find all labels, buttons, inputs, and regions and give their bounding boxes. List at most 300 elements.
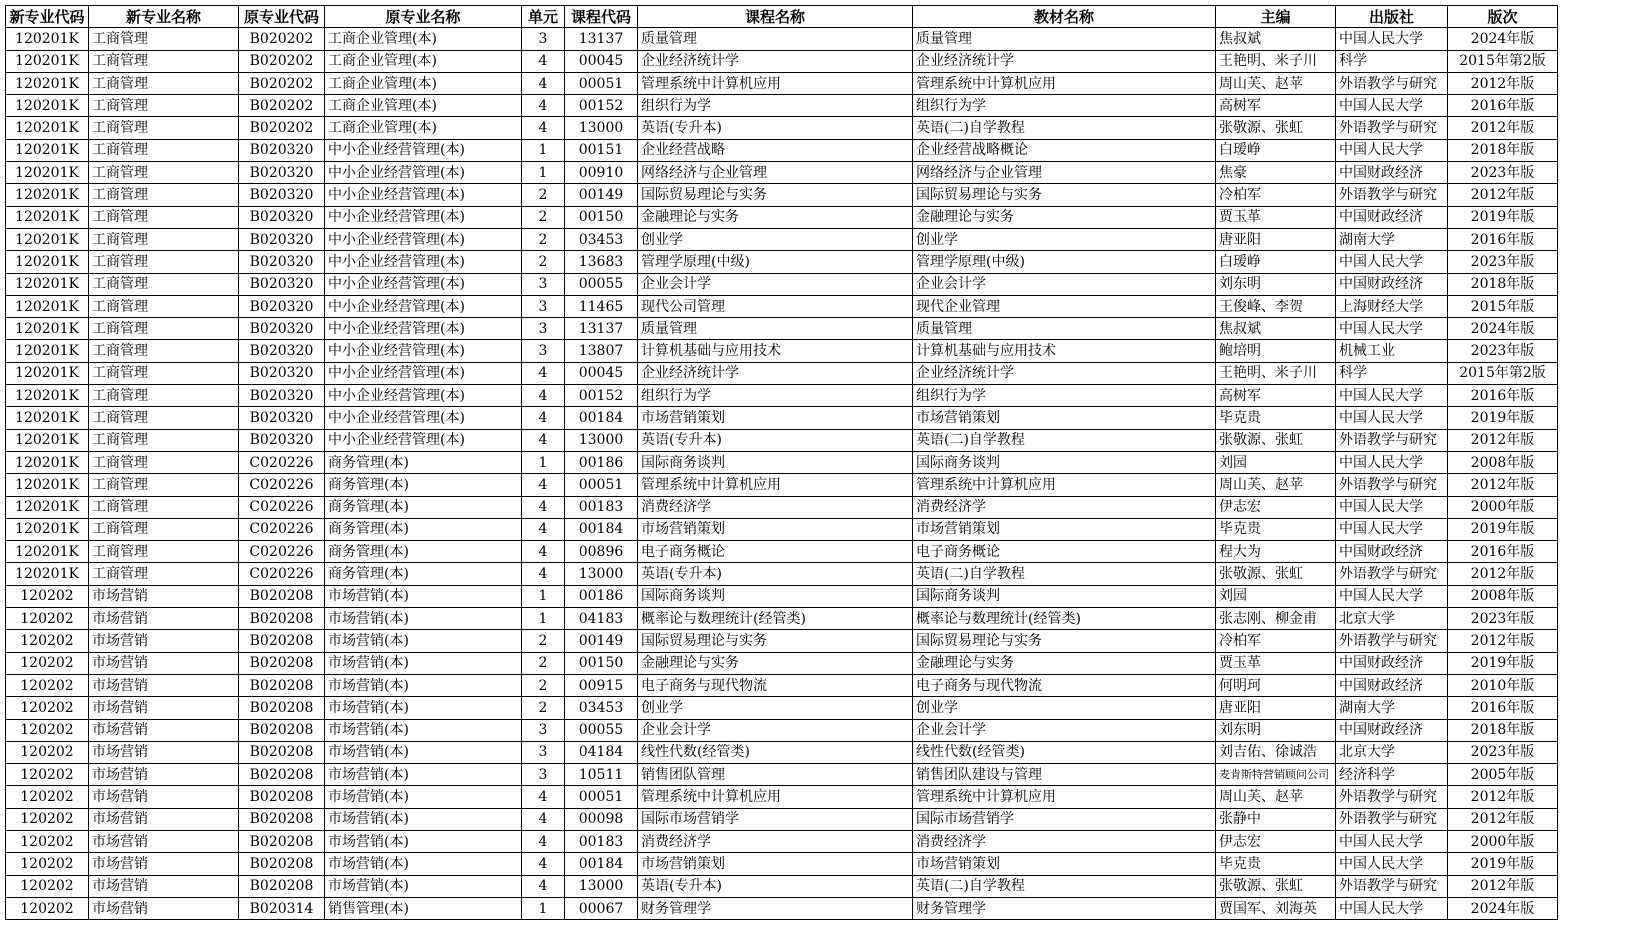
cell-new-code: 120201K (6, 50, 89, 72)
table-body (6, 28, 1558, 920)
table-row (6, 362, 1558, 384)
cell-course-name: 市场营销策划 (638, 407, 913, 429)
cell-old-code: B020208 (239, 630, 325, 652)
cell-unit: 3 (522, 318, 565, 340)
cell-old-name: 市场营销(本) (325, 741, 522, 763)
cell-course-name: 国际贸易理论与实务 (638, 184, 913, 206)
cell-old-name: 中小企业经营管理(本) (325, 251, 522, 273)
cell-editor: 白瑷峥 (1216, 139, 1336, 161)
cell-textbook-name: 线性代数(经管类) (913, 741, 1216, 763)
cell-edition: 2015年第2版 (1448, 50, 1558, 72)
cell-new-code: 120201K (6, 28, 89, 50)
cell-course-name: 创业学 (638, 697, 913, 719)
column-header-course-code: 课程代码 (565, 6, 638, 28)
table-row (6, 496, 1558, 518)
cell-new-code: 120201K (6, 117, 89, 139)
cell-textbook-name: 电子商务与现代物流 (913, 674, 1216, 696)
column-header-textbook-name: 教材名称 (913, 6, 1216, 28)
cell-publisher: 中国人民大学 (1336, 95, 1448, 117)
table-row (6, 340, 1558, 362)
cell-course-code: 00055 (565, 719, 638, 741)
cell-course-code: 00184 (565, 518, 638, 540)
cell-edition: 2000年版 (1448, 496, 1558, 518)
cell-new-name: 工商管理 (89, 318, 239, 340)
cell-new-code: 120201K (6, 206, 89, 228)
table-row (6, 451, 1558, 473)
cell-unit: 1 (522, 139, 565, 161)
cell-publisher: 中国人民大学 (1336, 407, 1448, 429)
cell-editor: 焦叔斌 (1216, 28, 1336, 50)
cell-publisher: 科学 (1336, 362, 1448, 384)
cell-unit: 4 (522, 496, 565, 518)
cell-new-name: 工商管理 (89, 407, 239, 429)
cell-unit: 2 (522, 630, 565, 652)
cell-new-name: 市场营销 (89, 808, 239, 830)
cell-editor: 刘吉佑、徐诚浩 (1216, 741, 1336, 763)
cell-edition: 2005年版 (1448, 764, 1558, 786)
cell-old-code: B020320 (239, 162, 325, 184)
cell-textbook-name: 国际市场营销学 (913, 808, 1216, 830)
cell-new-code: 120202 (6, 764, 89, 786)
cell-course-code: 13000 (565, 117, 638, 139)
cell-unit: 4 (522, 72, 565, 94)
cell-old-code: B020320 (239, 318, 325, 340)
cell-textbook-name: 消费经济学 (913, 830, 1216, 852)
cell-old-name: 中小企业经营管理(本) (325, 318, 522, 340)
cell-course-code: 00152 (565, 385, 638, 407)
cell-editor: 鲍培明 (1216, 340, 1336, 362)
cell-old-name: 市场营销(本) (325, 608, 522, 630)
cell-new-name: 工商管理 (89, 474, 239, 496)
cell-course-code: 00151 (565, 139, 638, 161)
cell-old-name: 中小企业经营管理(本) (325, 362, 522, 384)
cell-edition: 2012年版 (1448, 786, 1558, 808)
table-row (6, 95, 1558, 117)
table-row (6, 541, 1558, 563)
cell-unit: 4 (522, 875, 565, 897)
cell-new-name: 工商管理 (89, 184, 239, 206)
cell-edition: 2019年版 (1448, 652, 1558, 674)
cell-old-name: 市场营销(本) (325, 830, 522, 852)
cell-editor: 唐亚阳 (1216, 228, 1336, 250)
cell-edition: 2016年版 (1448, 541, 1558, 563)
cell-course-code: 03453 (565, 697, 638, 719)
cell-old-code: C020226 (239, 451, 325, 473)
cell-publisher: 中国人民大学 (1336, 830, 1448, 852)
cell-edition: 2024年版 (1448, 318, 1558, 340)
cell-course-name: 质量管理 (638, 28, 913, 50)
cell-new-name: 工商管理 (89, 206, 239, 228)
cell-course-name: 英语(专升本) (638, 563, 913, 585)
cell-old-code: B020320 (239, 273, 325, 295)
cell-old-code: B020202 (239, 95, 325, 117)
cell-old-code: B020320 (239, 184, 325, 206)
cell-textbook-name: 质量管理 (913, 28, 1216, 50)
cell-old-code: C020226 (239, 541, 325, 563)
cell-new-name: 市场营销 (89, 853, 239, 875)
cell-new-name: 市场营销 (89, 764, 239, 786)
cell-old-code: B020320 (239, 362, 325, 384)
cell-publisher: 机械工业 (1336, 340, 1448, 362)
cell-new-code: 120201K (6, 407, 89, 429)
table-row (6, 875, 1558, 897)
table-row (6, 251, 1558, 273)
cell-textbook-name: 组织行为学 (913, 95, 1216, 117)
cell-course-name: 线性代数(经管类) (638, 741, 913, 763)
cell-textbook-name: 创业学 (913, 228, 1216, 250)
cell-new-code: 120201K (6, 162, 89, 184)
cell-new-code: 120201K (6, 318, 89, 340)
cell-edition: 2012年版 (1448, 429, 1558, 451)
column-header-editor: 主编 (1216, 6, 1336, 28)
cell-course-code: 13000 (565, 875, 638, 897)
cell-course-code: 11465 (565, 295, 638, 317)
cell-editor: 王俊峰、李贺 (1216, 295, 1336, 317)
cell-textbook-name: 网络经济与企业管理 (913, 162, 1216, 184)
cell-course-name: 电子商务概论 (638, 541, 913, 563)
cell-unit: 4 (522, 563, 565, 585)
cell-editor: 张敬源、张虹 (1216, 429, 1336, 451)
cell-old-name: 中小企业经营管理(本) (325, 295, 522, 317)
cell-new-name: 工商管理 (89, 228, 239, 250)
cell-course-code: 00051 (565, 474, 638, 496)
cell-editor: 高树军 (1216, 95, 1336, 117)
cell-old-name: 市场营销(本) (325, 630, 522, 652)
cell-editor: 刘园 (1216, 451, 1336, 473)
table-row (6, 608, 1558, 630)
cell-old-code: B020320 (239, 340, 325, 362)
cell-edition: 2016年版 (1448, 95, 1558, 117)
column-header-new-code: 新专业代码 (6, 6, 89, 28)
table-row (6, 429, 1558, 451)
cell-publisher: 中国财政经济 (1336, 206, 1448, 228)
cell-editor: 刘东明 (1216, 719, 1336, 741)
cell-old-code: B020314 (239, 897, 325, 919)
cell-unit: 4 (522, 830, 565, 852)
cell-publisher: 中国人民大学 (1336, 318, 1448, 340)
cell-course-name: 组织行为学 (638, 385, 913, 407)
cell-textbook-name: 英语(二)自学教程 (913, 429, 1216, 451)
cell-textbook-name: 现代企业管理 (913, 295, 1216, 317)
cell-editor: 伊志宏 (1216, 496, 1336, 518)
cell-editor: 程大为 (1216, 541, 1336, 563)
cell-course-name: 现代公司管理 (638, 295, 913, 317)
cell-new-name: 工商管理 (89, 518, 239, 540)
table-row (6, 162, 1558, 184)
cell-old-code: B020208 (239, 585, 325, 607)
cell-course-name: 网络经济与企业管理 (638, 162, 913, 184)
cell-new-name: 工商管理 (89, 496, 239, 518)
table-row (6, 741, 1558, 763)
cell-textbook-name: 管理系统中计算机应用 (913, 474, 1216, 496)
cell-edition: 2023年版 (1448, 340, 1558, 362)
cell-new-name: 工商管理 (89, 385, 239, 407)
cell-publisher: 中国财政经济 (1336, 162, 1448, 184)
cell-new-code: 120201K (6, 228, 89, 250)
cell-publisher: 外语教学与研究 (1336, 563, 1448, 585)
cell-publisher: 外语教学与研究 (1336, 875, 1448, 897)
cell-old-code: C020226 (239, 496, 325, 518)
cell-new-name: 工商管理 (89, 429, 239, 451)
cell-old-code: B020208 (239, 719, 325, 741)
cell-old-name: 中小企业经营管理(本) (325, 407, 522, 429)
cell-new-code: 120202 (6, 830, 89, 852)
cell-old-name: 中小企业经营管理(本) (325, 429, 522, 451)
cell-course-name: 金融理论与实务 (638, 652, 913, 674)
cell-old-code: C020226 (239, 474, 325, 496)
cell-course-name: 质量管理 (638, 318, 913, 340)
cell-new-code: 120202 (6, 741, 89, 763)
cell-course-code: 03453 (565, 228, 638, 250)
cell-new-code: 120202 (6, 875, 89, 897)
cell-new-code: 120202 (6, 674, 89, 696)
cell-textbook-name: 英语(二)自学教程 (913, 117, 1216, 139)
cell-new-name: 市场营销 (89, 875, 239, 897)
cell-new-code: 120202 (6, 630, 89, 652)
cell-publisher: 中国人民大学 (1336, 518, 1448, 540)
cell-new-name: 工商管理 (89, 162, 239, 184)
cell-course-name: 财务管理学 (638, 897, 913, 919)
table-row (6, 786, 1558, 808)
cell-edition: 2012年版 (1448, 875, 1558, 897)
cell-editor: 张志刚、柳金甫 (1216, 608, 1336, 630)
cell-old-code: B020202 (239, 72, 325, 94)
cell-editor: 张敬源、张虹 (1216, 117, 1336, 139)
cell-course-name: 金融理论与实务 (638, 206, 913, 228)
cell-course-code: 04184 (565, 741, 638, 763)
cell-old-code: C020226 (239, 563, 325, 585)
cell-old-name: 中小企业经营管理(本) (325, 273, 522, 295)
cell-new-name: 市场营销 (89, 674, 239, 696)
cell-course-code: 13000 (565, 563, 638, 585)
table-row (6, 697, 1558, 719)
cell-unit: 3 (522, 764, 565, 786)
column-header-old-name: 原专业名称 (325, 6, 522, 28)
cell-editor: 王艳明、米子川 (1216, 50, 1336, 72)
cell-course-code: 00051 (565, 786, 638, 808)
cell-publisher: 经济科学 (1336, 764, 1448, 786)
cell-new-code: 120202 (6, 719, 89, 741)
cell-unit: 1 (522, 585, 565, 607)
cell-new-code: 120202 (6, 786, 89, 808)
cell-course-name: 国际贸易理论与实务 (638, 630, 913, 652)
cell-new-code: 120202 (6, 585, 89, 607)
cell-unit: 4 (522, 385, 565, 407)
cell-new-code: 120201K (6, 385, 89, 407)
cell-edition: 2012年版 (1448, 630, 1558, 652)
cell-course-name: 管理系统中计算机应用 (638, 72, 913, 94)
cell-edition: 2024年版 (1448, 897, 1558, 919)
cell-textbook-name: 市场营销策划 (913, 407, 1216, 429)
cell-old-code: B020320 (239, 206, 325, 228)
cell-course-code: 00150 (565, 206, 638, 228)
cell-editor: 张敬源、张虹 (1216, 563, 1336, 585)
cell-publisher: 中国财政经济 (1336, 273, 1448, 295)
cell-textbook-name: 金融理论与实务 (913, 206, 1216, 228)
cell-edition: 2019年版 (1448, 407, 1558, 429)
cell-new-code: 120201K (6, 563, 89, 585)
cell-textbook-name: 国际商务谈判 (913, 585, 1216, 607)
cell-old-name: 市场营销(本) (325, 853, 522, 875)
cell-old-code: B020320 (239, 139, 325, 161)
cell-course-code: 00896 (565, 541, 638, 563)
cell-publisher: 外语教学与研究 (1336, 184, 1448, 206)
table-row (6, 407, 1558, 429)
cell-course-code: 00186 (565, 585, 638, 607)
cell-new-name: 市场营销 (89, 608, 239, 630)
cell-course-code: 00045 (565, 362, 638, 384)
cell-unit: 4 (522, 808, 565, 830)
cell-course-name: 管理系统中计算机应用 (638, 786, 913, 808)
cell-edition: 2019年版 (1448, 853, 1558, 875)
cell-course-name: 英语(专升本) (638, 875, 913, 897)
cell-editor: 周山芙、赵苹 (1216, 474, 1336, 496)
cell-new-code: 120201K (6, 95, 89, 117)
cell-textbook-name: 国际贸易理论与实务 (913, 630, 1216, 652)
cell-new-name: 工商管理 (89, 50, 239, 72)
cell-new-name: 工商管理 (89, 72, 239, 94)
cell-unit: 4 (522, 474, 565, 496)
cell-edition: 2023年版 (1448, 251, 1558, 273)
textbook-table-container (5, 5, 1558, 920)
cell-old-code: B020208 (239, 741, 325, 763)
cell-new-code: 120201K (6, 518, 89, 540)
cell-publisher: 外语教学与研究 (1336, 72, 1448, 94)
cell-textbook-name: 企业经营战略概论 (913, 139, 1216, 161)
cell-publisher: 外语教学与研究 (1336, 786, 1448, 808)
cell-course-name: 英语(专升本) (638, 429, 913, 451)
cell-unit: 1 (522, 608, 565, 630)
cell-course-code: 13807 (565, 340, 638, 362)
cell-old-name: 中小企业经营管理(本) (325, 340, 522, 362)
cell-editor: 贾玉革 (1216, 652, 1336, 674)
table-row (6, 184, 1558, 206)
cell-unit: 2 (522, 184, 565, 206)
cell-course-name: 企业会计学 (638, 719, 913, 741)
cell-edition: 2012年版 (1448, 808, 1558, 830)
cell-course-name: 电子商务与现代物流 (638, 674, 913, 696)
cell-edition: 2018年版 (1448, 273, 1558, 295)
cell-old-name: 市场营销(本) (325, 719, 522, 741)
table-row (6, 808, 1558, 830)
cell-editor: 贾国军、刘海英 (1216, 897, 1336, 919)
cell-editor: 伊志宏 (1216, 830, 1336, 852)
cell-editor: 焦豪 (1216, 162, 1336, 184)
cell-publisher: 中国人民大学 (1336, 139, 1448, 161)
cell-old-name: 工商企业管理(本) (325, 72, 522, 94)
cell-unit: 3 (522, 28, 565, 50)
cell-old-code: B020208 (239, 853, 325, 875)
cell-new-name: 工商管理 (89, 362, 239, 384)
cell-course-name: 国际商务谈判 (638, 585, 913, 607)
cell-old-code: B020320 (239, 429, 325, 451)
cell-textbook-name: 创业学 (913, 697, 1216, 719)
cell-new-code: 120201K (6, 340, 89, 362)
cell-publisher: 外语教学与研究 (1336, 808, 1448, 830)
table-row (6, 117, 1558, 139)
cell-old-name: 商务管理(本) (325, 496, 522, 518)
cell-unit: 1 (522, 897, 565, 919)
cell-textbook-name: 消费经济学 (913, 496, 1216, 518)
cell-textbook-name: 企业会计学 (913, 273, 1216, 295)
cell-publisher: 上海财经大学 (1336, 295, 1448, 317)
cell-editor: 王艳明、米子川 (1216, 362, 1336, 384)
cell-edition: 2024年版 (1448, 28, 1558, 50)
table-row (6, 50, 1558, 72)
cell-textbook-name: 财务管理学 (913, 897, 1216, 919)
cell-textbook-name: 企业会计学 (913, 719, 1216, 741)
cell-old-code: B020208 (239, 697, 325, 719)
cell-editor: 周山芙、赵苹 (1216, 786, 1336, 808)
table-row (6, 630, 1558, 652)
cell-old-name: 市场营销(本) (325, 875, 522, 897)
cell-edition: 2023年版 (1448, 608, 1558, 630)
cell-textbook-name: 企业经济统计学 (913, 50, 1216, 72)
cell-textbook-name: 金融理论与实务 (913, 652, 1216, 674)
cell-new-code: 120201K (6, 273, 89, 295)
cell-edition: 2016年版 (1448, 385, 1558, 407)
cell-old-name: 市场营销(本) (325, 786, 522, 808)
cell-course-name: 企业会计学 (638, 273, 913, 295)
cell-course-name: 销售团队管理 (638, 764, 913, 786)
cell-unit: 3 (522, 295, 565, 317)
cell-edition: 2015年第2版 (1448, 362, 1558, 384)
cell-old-name: 商务管理(本) (325, 474, 522, 496)
cell-new-name: 市场营销 (89, 652, 239, 674)
cell-course-name: 管理学原理(中级) (638, 251, 913, 273)
cell-new-code: 120201K (6, 72, 89, 94)
cell-edition: 2000年版 (1448, 830, 1558, 852)
table-row (6, 853, 1558, 875)
cell-editor: 贾玉革 (1216, 206, 1336, 228)
cell-edition: 2019年版 (1448, 518, 1558, 540)
cell-edition: 2023年版 (1448, 162, 1558, 184)
table-row (6, 585, 1558, 607)
cell-old-name: 市场营销(本) (325, 808, 522, 830)
cell-publisher: 中国人民大学 (1336, 251, 1448, 273)
cell-unit: 3 (522, 741, 565, 763)
cell-new-code: 120201K (6, 184, 89, 206)
cell-unit: 4 (522, 362, 565, 384)
cell-edition: 2010年版 (1448, 674, 1558, 696)
table-row (6, 563, 1558, 585)
cell-course-name: 英语(专升本) (638, 117, 913, 139)
cell-textbook-name: 国际贸易理论与实务 (913, 184, 1216, 206)
cell-course-code: 04183 (565, 608, 638, 630)
cell-textbook-name: 组织行为学 (913, 385, 1216, 407)
cell-old-name: 市场营销(本) (325, 697, 522, 719)
cell-course-name: 国际市场营销学 (638, 808, 913, 830)
cell-edition: 2018年版 (1448, 719, 1558, 741)
cell-edition: 2012年版 (1448, 117, 1558, 139)
cell-editor: 毕克贵 (1216, 518, 1336, 540)
table-row (6, 474, 1558, 496)
cell-edition: 2012年版 (1448, 184, 1558, 206)
table-row (6, 385, 1558, 407)
table-row (6, 518, 1558, 540)
cell-publisher: 外语教学与研究 (1336, 429, 1448, 451)
cell-old-name: 工商企业管理(本) (325, 117, 522, 139)
column-header-publisher: 出版社 (1336, 6, 1448, 28)
cell-textbook-name: 企业经济统计学 (913, 362, 1216, 384)
table-row (6, 674, 1558, 696)
cell-publisher: 北京大学 (1336, 741, 1448, 763)
cell-old-code: C020226 (239, 518, 325, 540)
cell-new-name: 市场营销 (89, 741, 239, 763)
cell-old-code: B020202 (239, 28, 325, 50)
cell-course-code: 00149 (565, 630, 638, 652)
cell-unit: 2 (522, 228, 565, 250)
